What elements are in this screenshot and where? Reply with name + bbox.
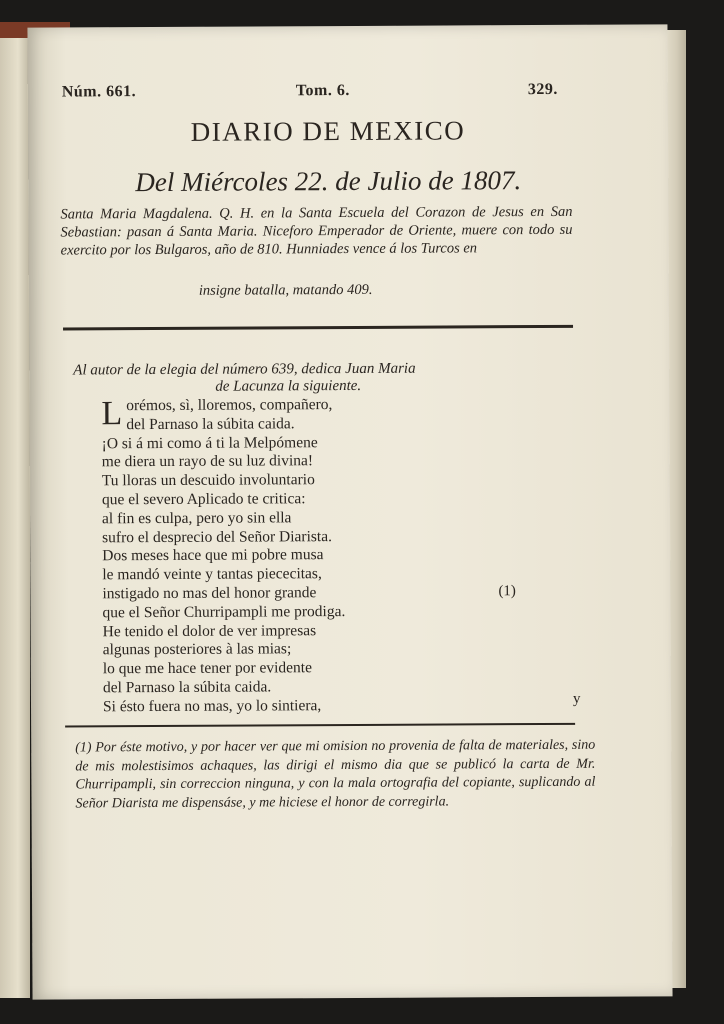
- footnote-marker: (1): [498, 583, 516, 600]
- saints-of-the-day: Santa Maria Magdalena. Q. H. en la Santa Escuela del Corazon de Jesus en San Sebastian: pasan á Santa Maria. Niceforo Emperador de Oriente, muere con todo su exercito por los Bulgaros, año de 810. Hunniades vence á los Turcos en: [60, 203, 573, 259]
- dedication-line-2: de Lacunza la siguiente.: [215, 377, 362, 395]
- poem-line: Lorémos, sì, lloremos, compañero,: [101, 395, 333, 433]
- poem-line: del Parnaso la súbita caida.: [102, 678, 272, 697]
- poem: [101, 395, 563, 717]
- poem-line: ¡O si á mi como á ti la Melpómene: [101, 433, 318, 452]
- saints-last-line: insigne batalla, matando 409.: [198, 281, 373, 299]
- poem-line: que el Señor Churripampli me prodiga.: [102, 602, 346, 622]
- poem-line: instigado no mas del honor grande: [102, 584, 317, 603]
- poem-line: que el severo Aplicado te critica:: [101, 490, 306, 509]
- poem-line: del Parnaso la súbita caida.: [126, 415, 295, 433]
- poem-line: algunas posteriores à las mias;: [102, 640, 292, 659]
- masthead-title: DIARIO DE MEXICO: [190, 115, 466, 147]
- footnote-divider: [65, 723, 575, 728]
- facing-page-edge: [0, 38, 30, 998]
- poem-line: sufro el desprecio del Señor Diarista.: [102, 527, 333, 546]
- issue-date: Del Miércoles 22. de Julio de 1807.: [135, 165, 522, 198]
- catchword: y: [572, 690, 581, 707]
- poem-line: al fin es culpa, pero yo sin ella: [101, 509, 292, 528]
- poem-line: Tu lloras un descuido involuntario: [101, 471, 315, 490]
- poem-line: me diera un rayo de su luz divina!: [101, 452, 314, 471]
- poem-line: Dos meses hace que mi pobre musa: [102, 546, 324, 565]
- newspaper-page: [27, 24, 672, 999]
- issue-number: Núm. 661.: [61, 83, 137, 101]
- poem-line: He tenido el dolor de ver impresas: [102, 621, 317, 640]
- dedication-line-1: Al autor de la elegia del número 639, dedica Juan Maria: [73, 360, 416, 379]
- poem-line: le mandó veinte y tantas piececitas,: [102, 565, 322, 584]
- footnote: (1) Por éste motivo, y por hacer ver que mi omision no provenia de falta de materiales, sino de mis molestisimos achaques, las dirigi el mismo dia que se publicó la carta de Mr. Churripampli, sin correccion ninguna, y con la mala ortografia del copiante, suplicando al Señor Diarista me dispensáse, y me hiciese el honor de corregirla.: [75, 737, 596, 811]
- poem-line: Si ésto fuera no mas, yo lo sintiera,: [102, 696, 322, 716]
- page-number: 329.: [527, 80, 558, 99]
- poem-line: lo que me hace tener por evidente: [102, 659, 313, 678]
- tome-number: Tom. 6.: [295, 81, 350, 100]
- section-divider: [63, 325, 573, 331]
- drop-cap: L: [101, 395, 123, 433]
